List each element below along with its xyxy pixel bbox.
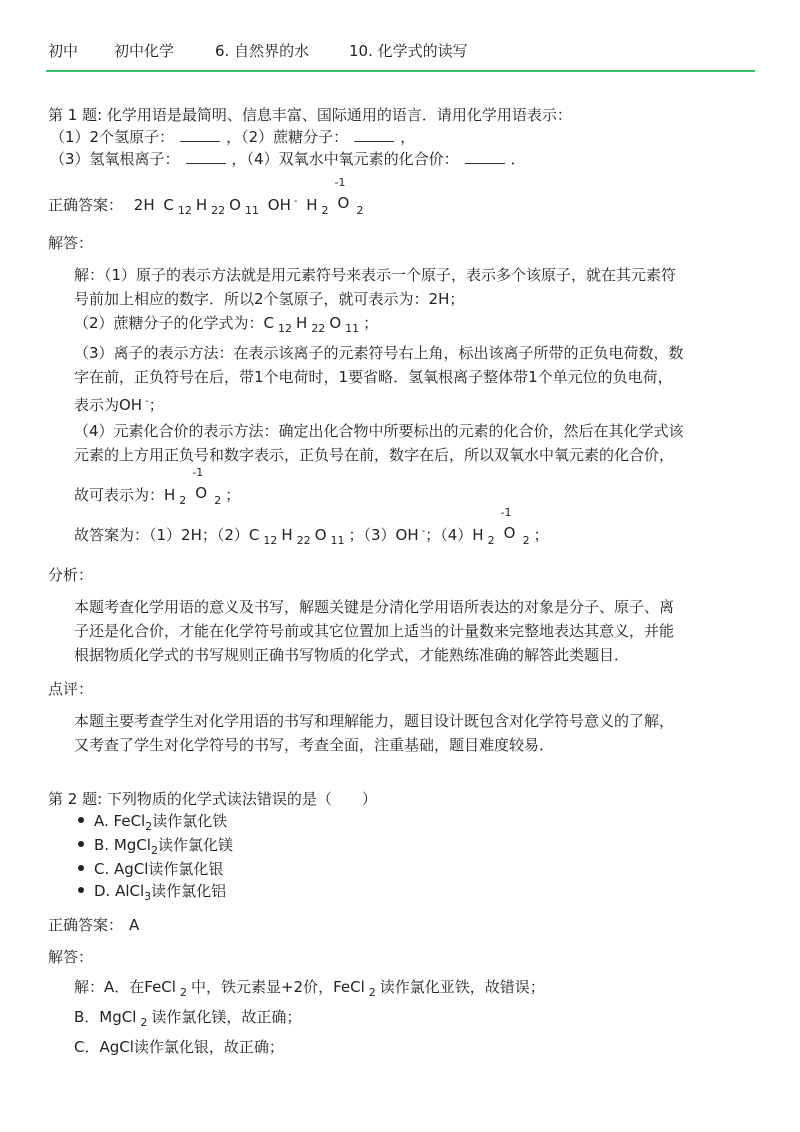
q2-option-b-text: B. MgCl [94,836,151,854]
breadcrumb-item-subject[interactable]: 初中化学 [114,42,175,60]
q2-option-c[interactable] [78,858,223,880]
formula-sub-2: 2 [179,494,187,507]
formula-sub-22: 22 [296,534,311,547]
q2-title: 第 2 题: 下列物质的化学式读法错误的是（ ） [48,790,377,808]
q2-solution-2a: B．MgCl [74,1008,137,1026]
bullet-icon [78,841,84,847]
q2-solution-2b: 读作氯化镁，故正确； [151,1008,302,1026]
q1-solution-1a: 解：（1）原子的表示方法就是用元素符号来表示一个原子，表示多个该原子，就在其元素符 [74,266,677,284]
q2-option-d-sub: 3 [144,890,152,903]
q2-solution-1a: 解：A．在FeCl [74,978,176,996]
q1-final-end: ； [533,526,549,544]
formula-sub-11: 11 [345,322,360,335]
breadcrumb [48,40,760,62]
q1-prompt-line1 [50,126,415,148]
q2-option-d-read: 读作氯化铝 [151,882,227,900]
q1-solution-4c [74,466,241,508]
q1-solution-2-end: ； [363,314,379,332]
q1-blank-1 [180,127,220,142]
q2-option-a[interactable] [78,810,227,834]
q2-answer-label: 正确答案： [48,916,124,934]
formula-c: C [248,526,260,544]
q2-option-a-text: A. FeCl [94,812,146,830]
formula-sub-11: 11 [330,534,345,547]
valence-mark [500,506,517,542]
formula-sub-2b: 2 [356,204,364,217]
formula-charge: - [421,526,426,537]
q1-analysis-3: 根据物质化学式的书写规则正确书写物质的化学式，才能熟练准确的解答此类题目． [74,646,630,664]
q1-part2-end: ， [400,128,416,146]
q2-option-b-read: 读作氯化镁 [157,836,233,854]
q2-solution-2 [74,1006,301,1030]
breadcrumb-item-chapter[interactable]: 6. 自然界的水 [215,42,310,60]
formula-sub-2: 2 [140,1016,148,1029]
valence-o: O [503,524,516,542]
formula-sub-2: 2 [487,534,495,547]
q1-solution-1b: 号前加上相应的数字．所以2个氢原子，就可表示为：2H； [74,290,465,308]
q1-solution-2-text: （2）蔗糖分子的化学式为： [74,314,264,332]
q1-solution-label: 解答： [48,234,94,252]
q1-final-mid: ；（3）OH [348,526,419,544]
formula-sub-12: 12 [177,204,192,217]
breadcrumb-item-section[interactable]: 10. 化学式的读写 [349,42,468,60]
q1-solution-3c-text: 表示为OH [74,396,143,414]
formula-sub-2: 2 [321,204,329,217]
q2-solution-3: C．AgCl读作氯化银，故正确； [74,1038,284,1056]
q1-solution-4a: （4）元素化合价的表示方法：确定出化合物中所要标出的元素的化合价，然后在其化学式该 [74,422,684,440]
q2-option-c-text: C. AgCl读作氯化银 [94,860,224,878]
q1-answer-line [48,176,368,219]
q1-comment-1: 本题主要考查学生对化学用语的书写和理解能力，题目设计既包含对化学符号意义的了解， [74,712,675,730]
q1-solution-4b: 元素的上方用正负号和数字表示，正负号在前，数字在后，所以双氧水中氧元素的化合价， [74,446,675,464]
header-divider [46,70,755,72]
q2-solution-label: 解答： [48,948,94,966]
q1-solution-4c-text: 故可表示为： [74,486,165,504]
valence-o: O [195,484,208,502]
q1-part1: （1）2个氢原子： [50,128,175,146]
bullet-icon [78,887,84,893]
q2-option-b-sub: 2 [150,844,158,857]
q1-part4-end: ． [510,150,526,168]
q2-answer-value: A [129,916,140,934]
formula-sub-12: 12 [263,534,278,547]
formula-c: C [163,196,174,214]
q2-option-b[interactable] [78,834,233,858]
q2-solution-1 [74,976,545,1000]
formula-sub-22: 22 [311,322,326,335]
q2-option-d-text: D. AlCl [94,882,145,900]
q1-answer-2h: 2H [133,196,155,214]
valence-o: O [337,194,350,212]
formula-h2: H [306,196,318,214]
q1-analysis-2: 子还是化合价，才能在化学符号前或其它位置加上适当的计量数来完整地表达其意义，并能 [74,622,675,640]
q1-solution-3c-end: ； [148,396,164,414]
q1-part3: （3）氢氧根离子： [50,150,180,168]
q2-solution-1c: 读作氯化亚铁，故错误； [379,978,545,996]
q1-analysis-label: 分析： [48,566,94,584]
q1-blank-4 [465,149,505,164]
formula-h: H [195,196,208,214]
q1-comment-2: 又考查了学生对化学符号的书写，考查全面，注重基础，题目难度较易． [74,736,555,754]
q1-prompt-line2 [50,148,526,170]
q1-answer-sucrose [163,196,267,217]
formula-o: O [229,196,241,214]
q1-answer-label: 正确答案： [48,196,124,214]
bullet-icon [78,817,84,823]
formula-h2: H [472,526,484,544]
q1-part2: ，（2）蔗糖分子： [226,128,349,146]
q1-solution-3b: 字在前，正负符号在后，带1个电荷时，1要省略．氢氧根离子整体带1个单元位的负电荷， [74,368,673,386]
q1-solution-3a: （3）离子的表示方法：在表示该离子的元素符号右上角，标出该离子所带的正负电荷数，数 [74,344,684,362]
q1-blank-3 [186,149,226,164]
valence-value: -1 [500,506,512,519]
valence-value: -1 [192,466,204,479]
q1-final-label: 故答案为：（1）2H；（2） [74,526,249,544]
formula-oh: OH [267,196,291,214]
formula-sub-2b: 2 [522,534,530,547]
q1-blank-2 [354,127,394,142]
q1-answer-hydroxide [268,196,298,214]
formula-sub-12: 12 [278,322,293,335]
q1-solution-3c [74,394,164,419]
formula-sub-2b: 2 [214,494,222,507]
breadcrumb-item-stage[interactable]: 初中 [48,42,79,60]
q1-final-mid2: ；（4） [425,526,473,544]
q1-answer-peroxide [306,176,367,217]
q1-comment-label: 点评： [48,680,94,698]
q1-solution-4c-end: ； [225,486,241,504]
formula-h: H [281,526,293,544]
valence-value: -1 [334,176,346,189]
q1-analysis-1: 本题考查化学用语的意义及书写，解题关键是分清化学用语所表达的对象是分子、原子、离 [74,598,675,616]
q2-solution-1b: 中，铁元素显+2价，FeCl [190,978,365,996]
q1-part4: ，（4）双氧水中氧元素的化合价： [231,150,459,168]
formula-sub-2: 2 [368,986,376,999]
q1-solution-2 [74,312,378,336]
q2-option-a-read: 读作氯化铁 [152,812,228,830]
q2-answer-line [48,914,139,936]
formula-o: O [314,526,327,544]
bullet-icon [78,865,84,871]
formula-sub-2: 2 [179,986,187,999]
formula-charge: - [293,196,298,207]
q1-title: 第 1 题: 化学用语是最简明、信息丰富、国际通用的语言．请用化学用语表示： [48,106,572,124]
formula-o: O [329,314,342,332]
formula-sub-11: 11 [244,204,259,217]
formula-charge: - [145,396,149,407]
formula-h2: H [164,486,176,504]
formula-sub-22: 22 [211,204,226,217]
formula-c: C [263,314,275,332]
q1-final-answer [74,506,549,549]
formula-h: H [296,314,308,332]
valence-mark [334,176,351,212]
valence-mark [192,466,208,502]
q2-option-d[interactable] [78,880,226,904]
q2-option-a-sub: 2 [145,820,153,833]
